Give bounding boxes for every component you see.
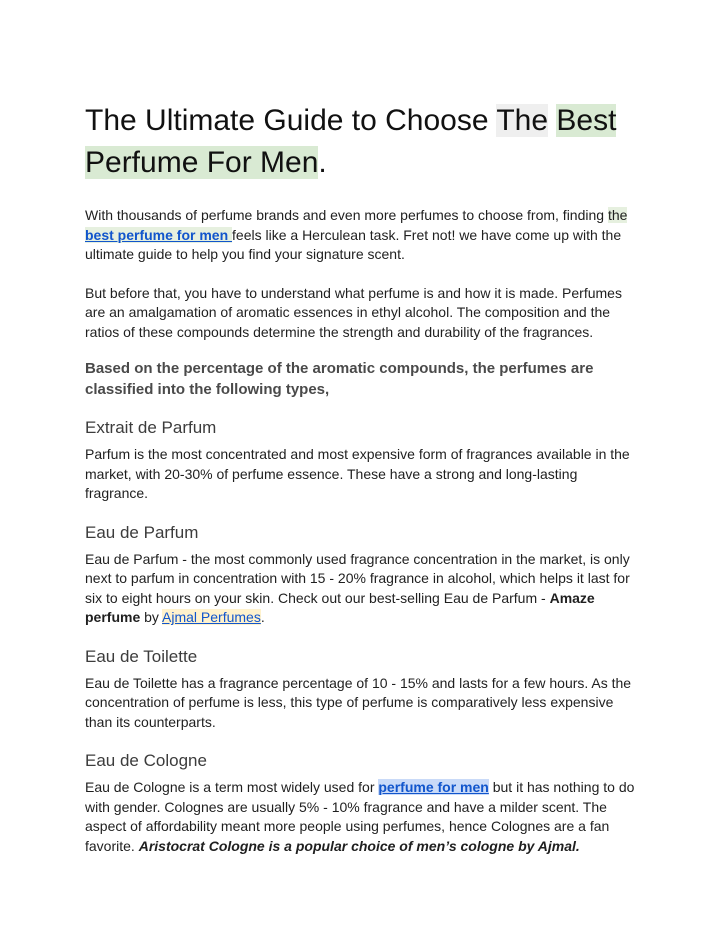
section-eau-de-cologne [85,750,640,856]
perfume-for-men-link[interactable]: perfume for men [378,779,489,795]
intro-text-a: With thousands of perfume brands and even more perfumes to choose from, finding [85,207,608,223]
title-highlight-best: Best [556,104,617,137]
title-part-1: The Ultimate Guide to Choose [85,104,497,137]
aristocrat-cologne-emphasis: Aristocrat Cologne is a popular choice of men’s cologne by Ajmal. [138,837,580,854]
title-highlight-the: The [496,104,549,137]
section-eau-de-toilette [85,646,640,733]
edc-text-b: but it has nothing to do with gender. Colognes are usually 5% - 10% fragrance and have a milder scent. The aspect of affordability meant more people using perfumes, hence Colognes are a fan favorite. [85,779,635,854]
title-period: . [318,146,327,179]
edp-text: Eau de Parfum - the most commonly used fragrance concentration in the market, is only next to parfum in concentration with 15 - 20% fragrance in alcohol, which helps it last for six to eight hours on your skin. Check out our best-selling Eau de Parfum - [85,550,630,606]
section-body-edt: Eau de Toilette has a fragrance percentage of 10 - 15% and lasts for a few hours. As the concentration of perfume is less, this type of perfume is comparatively less expensive than its counterparts. [85,674,632,730]
amaze-perfume-product: Amaze perfume [85,589,595,625]
section-title-edt: Eau de Toilette [85,646,198,666]
section-title-edp: Eau de Parfum [85,522,199,542]
section-body-edp [85,550,640,628]
section-body-extrait: Parfum is the most concentrated and most expensive form of fragrances available in the market, with 20-30% of perfume essence. These have a strong and long-lasting fragrance. [85,446,630,501]
section-title-edc: Eau de Cologne [85,751,207,770]
best-perfume-for-men-link[interactable]: best perfume for men [85,226,233,243]
intro-paragraph-1 [85,206,640,265]
section-extrait-de-parfum [85,417,640,504]
edc-text-a: Eau de Cologne is a term most widely used for [85,779,379,795]
intro-highlight-the: the [607,207,628,223]
edp-period: . [260,609,265,625]
section-title-extrait: Extrait de Parfum [85,418,217,437]
page-title [85,100,640,184]
section-body-edc [85,778,640,856]
intro-paragraph-2: But before that, you have to understand what perfume is and how it is made. Perfumes are an amalgamation of aromatic essences in ethyl alcohol. The composition and the ratios of these compounds determine the strength and durability of the fragrances. [85,284,622,340]
section-eau-de-parfum [85,522,640,628]
document-page [85,100,640,874]
intro-text-b: feels like a Herculean task. Fret not! we have come up with the ultimate guide to help you find your signature scent. [85,226,622,262]
edp-by: by [140,609,163,625]
types-heading: Based on the percentage of the aromatic compounds, the perfumes are classified into the following types, [85,360,594,398]
ajmal-perfumes-link[interactable]: Ajmal Perfumes [162,609,261,625]
title-highlight-perfume-for-men: Perfume For Men [85,146,319,179]
